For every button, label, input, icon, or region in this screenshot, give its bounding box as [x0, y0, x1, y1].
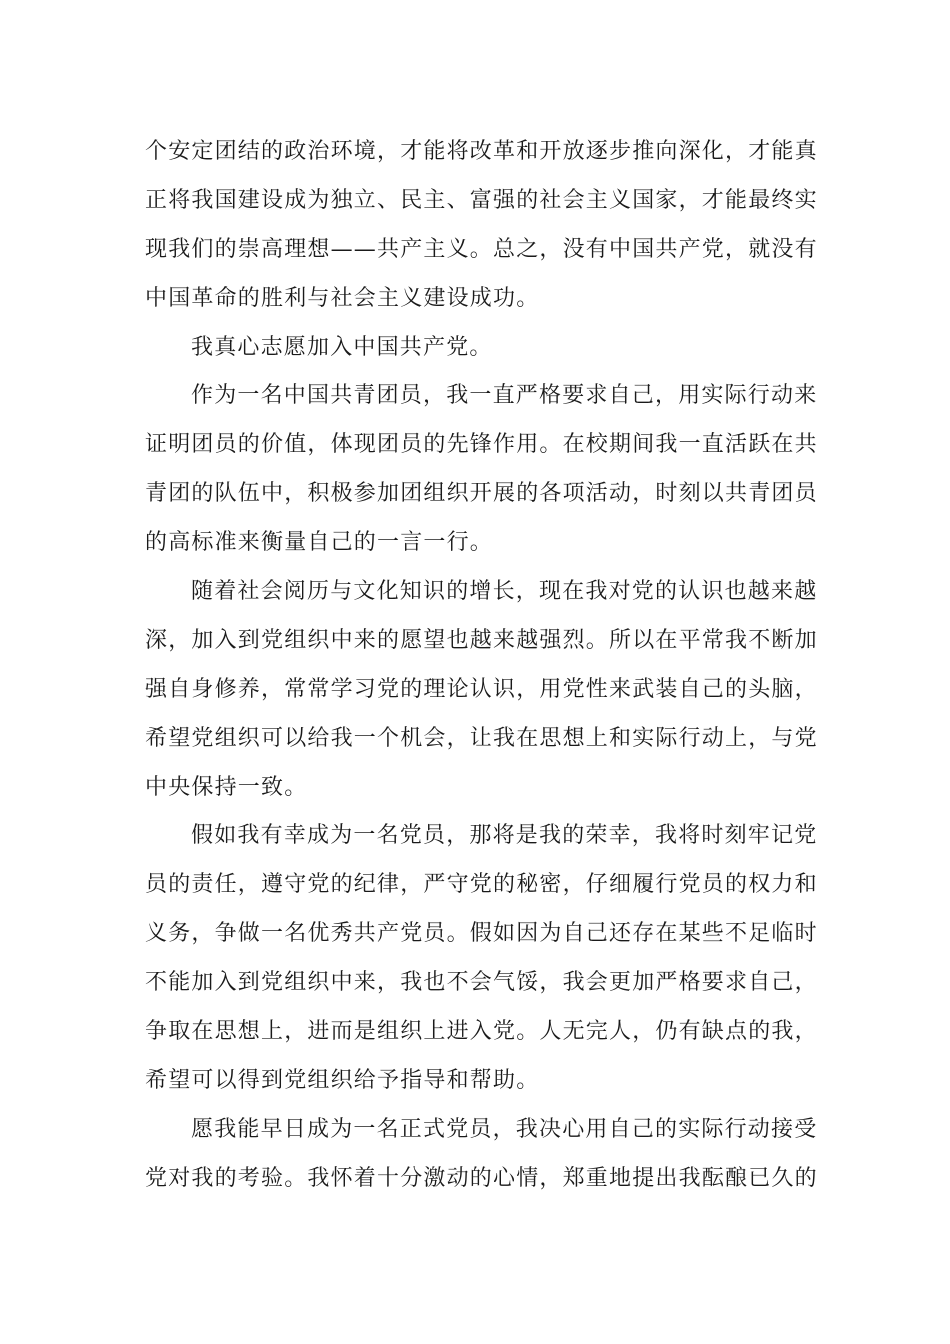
text-line: 正将我国建设成为独立、民主、富强的社会主义国家，才能最终实: [145, 187, 818, 213]
text-line: 义务，争做一名优秀共产党员。假如因为自己还存在某些不足临时: [145, 921, 818, 947]
paragraph-first-line: 我真心志愿加入中国共产党。: [191, 334, 493, 360]
text-line: 不能加入到党组织中来，我也不会气馁，我会更加严格要求自己，: [145, 970, 818, 996]
text-line: 中国革命的胜利与社会主义建设成功。: [145, 285, 540, 311]
document-body: [145, 128, 818, 1204]
text-line: 员的责任，遵守党的纪律，严守党的秘密，仔细履行党员的权力和: [145, 872, 818, 898]
text-line: 青团的队伍中，积极参加团组织开展的各项活动，时刻以共青团员: [145, 481, 818, 507]
text-line: 强自身修养，常常学习党的理论认识，用党性来武装自己的头脑，: [145, 676, 818, 702]
text-line: 个安定团结的政治环境，才能将改革和开放逐步推向深化，才能真: [145, 139, 818, 164]
text-line: 深，加入到党组织中来的愿望也越来越强烈。所以在平常我不断加: [145, 627, 818, 653]
text-line: 证明团员的价值，体现团员的先锋作用。在校期间我一直活跃在共: [145, 432, 818, 458]
text-line: 中央保持一致。: [145, 774, 308, 800]
text-line: 的高标准来衡量自己的一言一行。: [145, 530, 494, 556]
paragraph-first-line: 愿我能早日成为一名正式党员，我决心用自己的实际行动接受: [191, 1116, 818, 1142]
paragraph-first-line: 作为一名中国共青团员，我一直严格要求自己，用实际行动来: [191, 383, 818, 409]
text-line: 现我们的崇高理想——共产主义。总之，没有中国共产党，就没有: [145, 236, 818, 262]
text-line: 希望可以得到党组织给予指导和帮助。: [145, 1067, 540, 1093]
paragraph-first-line: 随着社会阅历与文化知识的增长，现在我对党的认识也越来越: [191, 579, 818, 605]
paragraph-first-line: 假如我有幸成为一名党员，那将是我的荣幸，我将时刻牢记党: [191, 823, 818, 849]
text-line: 希望党组织可以给我一个机会，让我在思想上和实际行动上，与党: [145, 725, 818, 751]
text-line: 党对我的考验。我怀着十分激动的心情，郑重地提出我酝酿已久的: [145, 1165, 818, 1191]
text-line: 争取在思想上，进而是组织上进入党。人无完人，仍有缺点的我，: [145, 1019, 818, 1045]
